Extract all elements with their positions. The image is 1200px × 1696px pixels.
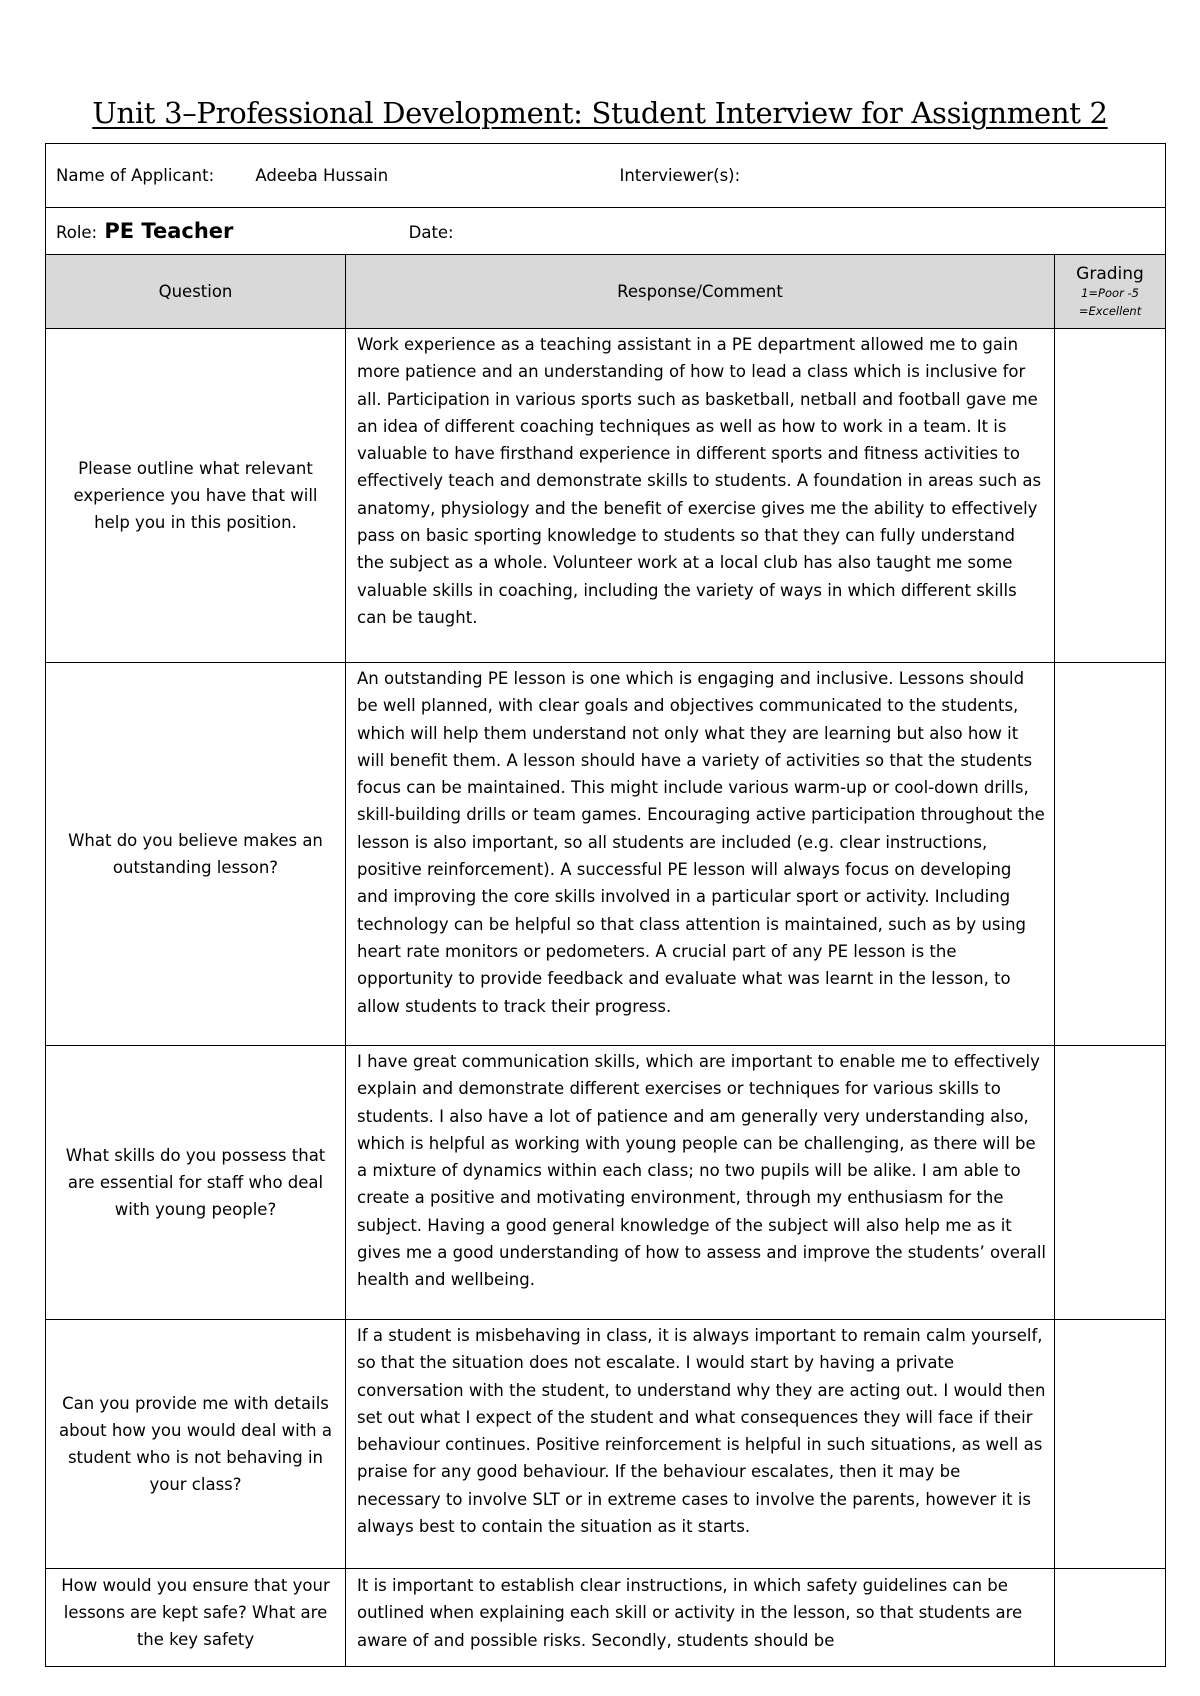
question-cell <box>46 1569 346 1667</box>
response-cell: An outstanding PE lesson is one which is engaging and inclusive. Lessons should be well planned, with clear goals and objectives communicated to the students, which will help them understand not only what they are learning but also how it will benefit them. A lesson should have a variety of activities so that the students focus can be maintained. This might include various warm-up or cool-down drills, skill-building drills or team games. Encouraging active participation throughout the lesson is also important, so all students are included (e.g. clear instructions, positive reinforcement). A successful PE lesson will always focus on developing and improving the core skills involved in a particular sport or activity. Including technology can be helpful so that class attention is maintained, such as by using heart rate monitors or pedometers. A crucial part of any PE lesson is the opportunity to provide feedback and evaluate what was learnt in the lesson, to allow students to track their progress. <box>346 663 1055 1046</box>
applicant-row <box>46 144 1166 208</box>
response-cell: If a student is misbehaving in class, it is always important to remain calm yourself, so that the situation does not escalate. I would start by having a private conversation with the student, to understand why they are acting out. I would then set out what I expect of the student and what consequences they will face if their behaviour continues. Positive reinforcement is helpful in such situations, as well as praise for any good behaviour. If the behaviour escalates, then it may be necessary to involve SLT or in extreme cases to involve the parents, however it is always best to contain the situation as it starts. <box>346 1320 1055 1569</box>
table-row <box>46 1569 1166 1667</box>
grading-scale: 1=Poor -5 =Excellent <box>1078 285 1142 318</box>
grading-cell[interactable] <box>1055 663 1166 1046</box>
question-cell: Can you provide me with details about how you would deal with a student who is not behaving in your class? <box>46 1320 346 1569</box>
response-cell: I have great communication skills, which are important to enable me to effectively explain and demonstrate different exercises or techniques for various skills to students. I also have a lot of patience and am generally very understanding also, which is helpful as working with young people can be challenging, as there will be a mixture of dynamics within each class; no two pupils will be alike. I am able to create a positive and motivating environment, through my enthusiasm for the subject. Having a good general knowledge of the subject will also help me as it gives me a good understanding of how to assess and improve the students’ overall health and wellbeing. <box>346 1046 1055 1320</box>
grading-cell[interactable] <box>1055 1320 1166 1569</box>
response-cell: Work experience as a teaching assistant in a PE department allowed me to gain more patience and an understanding of how to lead a class which is inclusive for all. Participation in various sports such as basketball, netball and football gave me an idea of different coaching techniques as well as how to work in a team. It is valuable to have firsthand experience in different sports and fitness activities to effectively teach and demonstrate skills to students. A foundation in areas such as anatomy, physiology and the benefit of exercise gives me the ability to effectively pass on basic sporting knowledge to students so that they can fully understand the subject as a whole. Volunteer work at a local club has also taught me some valuable skills in coaching, including the variety of ways in which different skills can be taught. <box>346 329 1055 663</box>
grading-cell[interactable] <box>1055 1046 1166 1320</box>
question-cell: What do you believe makes an outstanding lesson? <box>46 663 346 1046</box>
applicant-label: Name of Applicant: <box>56 166 215 185</box>
date-label: Date: <box>408 223 454 242</box>
role-label: Role: <box>56 223 98 242</box>
grading-cell[interactable] <box>1055 329 1166 663</box>
question-column-header: Question <box>46 255 346 329</box>
applicant-cell <box>46 144 1166 208</box>
interview-table <box>45 143 1166 1667</box>
question-text: How would you ensure that your lessons are kept safe? What are the key safety <box>61 1576 330 1649</box>
grading-label: Grading <box>1076 263 1144 284</box>
question-cell: Please outline what relevant experience you have that will help you in this position. <box>46 329 346 663</box>
table-row <box>46 663 1166 1046</box>
role-cell <box>46 208 1166 255</box>
table-row <box>46 329 1166 663</box>
interviewer-label: Interviewer(s): <box>619 166 741 185</box>
grading-column-header <box>1055 255 1166 329</box>
response-column-header: Response/Comment <box>346 255 1055 329</box>
table-row <box>46 1046 1166 1320</box>
grading-cell[interactable] <box>1055 1569 1166 1667</box>
question-cell: What skills do you possess that are essential for staff who deal with young people? <box>46 1046 346 1320</box>
table-row <box>46 1320 1166 1569</box>
role-row <box>46 208 1166 255</box>
role-value: PE Teacher <box>104 219 234 243</box>
document-title: Unit 3–Professional Development: Student Interview for Assignment 2 <box>92 96 1108 130</box>
response-text: It is important to establish clear instructions, in which safety guidelines can be outlined when explaining each skill or activity in the lesson, so that students are aware of and possible risks. Secondly, students should be <box>357 1576 1023 1650</box>
response-cell <box>346 1569 1055 1667</box>
applicant-name: Adeeba Hussain <box>255 166 389 185</box>
column-header-row <box>46 255 1166 329</box>
